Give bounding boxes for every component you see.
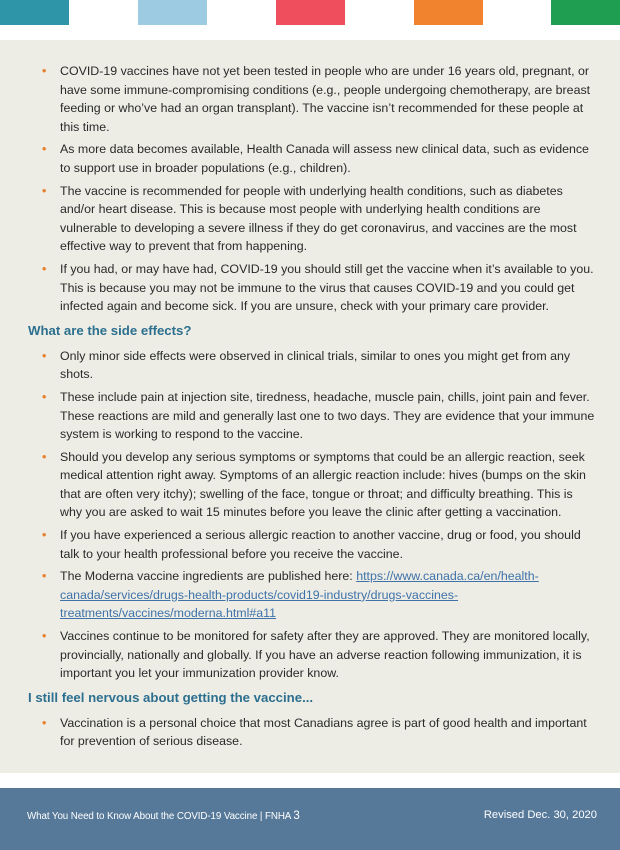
bullet-icon: •: [42, 64, 47, 78]
list-item-text: If you had, or may have had, COVID-19 you should still get the vaccine when it’s available to you. This is because you may not be immune to the virus that causes COVID-19 and you could get infected again and become sick. If you are unsure, check with your primary care provider.: [60, 261, 594, 314]
list-item-text: The vaccine is recommended for people with underlying health conditions, such as diabetes and/or heart disease. This is because most people with underlying health conditions are vulnerable to developing a severe illness if they do get coronavirus, and vaccines are the most effective way to prevent that from happening.: [60, 183, 577, 254]
list-item-text: Vaccination is a personal choice that most Canadians agree is part of good health and important for prevention of serious disease.: [60, 715, 587, 749]
stripe-green: [551, 0, 620, 25]
list-item-text: Vaccines continue to be monitored for safety after they are approved. They are monitored locally, provincially, nationally and globally. If you have an adverse reaction following immunization, it is important you let your immunization provider know.: [60, 629, 590, 681]
bullet-icon: •: [42, 348, 47, 363]
color-stripe-bar: [0, 0, 620, 25]
list-item: [30, 62, 596, 136]
nervous-heading: I still feel nervous about getting the vaccine...: [28, 689, 314, 705]
content-panel: [0, 40, 620, 773]
list-item-text: These include pain at injection site, tiredness, headache, muscle pain, chills, joint pain and fever. These reactions are mild and generally last one to two days. They are evidence that your immune system is working to respond to the vaccine.: [60, 389, 595, 442]
moderna-item-text: The Moderna vaccine ingredients are published here:: [60, 569, 357, 584]
stripe-teal: [0, 0, 69, 25]
list-item: [30, 260, 596, 316]
list-item: [30, 182, 596, 256]
stripe-light-blue: [138, 0, 207, 25]
list-item: [30, 347, 596, 384]
bullet-icon: •: [42, 715, 47, 730]
bullet-icon: •: [42, 183, 47, 198]
revised-date: Revised Dec. 30, 2020: [483, 809, 597, 821]
list-item-text: As more data becomes available, Health Canada will assess new clinical data, such as evidence to support use in broader populations (e.g., children).: [60, 142, 589, 175]
moderna-ingredients-link[interactable]: https://www.canada.ca/en/health-canada/services/drugs-health-products/covid19-industry/drugs-vaccines-treatments/vaccines/moderna.html#a11: [60, 569, 539, 621]
list-item: [30, 627, 596, 683]
page-number: 3: [293, 810, 300, 822]
list-item: [30, 388, 596, 444]
bullet-icon: •: [42, 449, 47, 464]
list-item-text: Only minor side effects were observed in clinical trials, similar to ones you might get from any shots.: [60, 348, 571, 382]
list-item: [30, 567, 596, 623]
bullet-icon: •: [42, 261, 47, 276]
page-footer: [0, 788, 620, 850]
stripe-red: [276, 0, 345, 25]
side-effects-heading: What are the side effects?: [28, 322, 192, 338]
bullet-icon: •: [42, 629, 47, 644]
bullet-icon: •: [42, 569, 47, 584]
bullet-icon: •: [42, 528, 47, 543]
footer-document-info: [27, 810, 300, 822]
nervous-list: [30, 714, 596, 751]
bullet-icon: •: [42, 389, 47, 404]
list-item-text: COVID-19 vaccines have not yet been tested in people who are under 16 years old, pregnant, or have some immune-compromising conditions (e.g., people undergoing chemotherapy, are breast feeding or who’ve had an organ transplant). The vaccine isn’t recommended for these people at this time.: [60, 64, 591, 134]
bullet-icon: •: [42, 142, 47, 157]
list-item-text: If you have experienced a serious allergic reaction to another vaccine, drug or food, you should talk to your health professional before you receive the vaccine.: [60, 528, 581, 561]
list-item: [30, 448, 596, 522]
footer-document-title: What You Need to Know About the COVID-19 Vaccine | FNHA: [27, 811, 291, 822]
eligibility-list: [30, 62, 596, 316]
stripe-orange: [414, 0, 483, 25]
list-item-text: Should you develop any serious symptoms or symptoms that could be an allergic reaction, seek medical attention right away. Symptoms of an allergic reaction include: hives (bumps on the skin that are often very itchy); swelling of the face, tongue or throat; and difficulty breathing. This is why you are asked to wait 15 minutes before you leave the clinic after getting a vaccination.: [60, 449, 586, 520]
list-item: [30, 140, 596, 177]
list-item: [30, 526, 596, 563]
list-item: [30, 714, 596, 751]
side-effects-list: [30, 347, 596, 683]
